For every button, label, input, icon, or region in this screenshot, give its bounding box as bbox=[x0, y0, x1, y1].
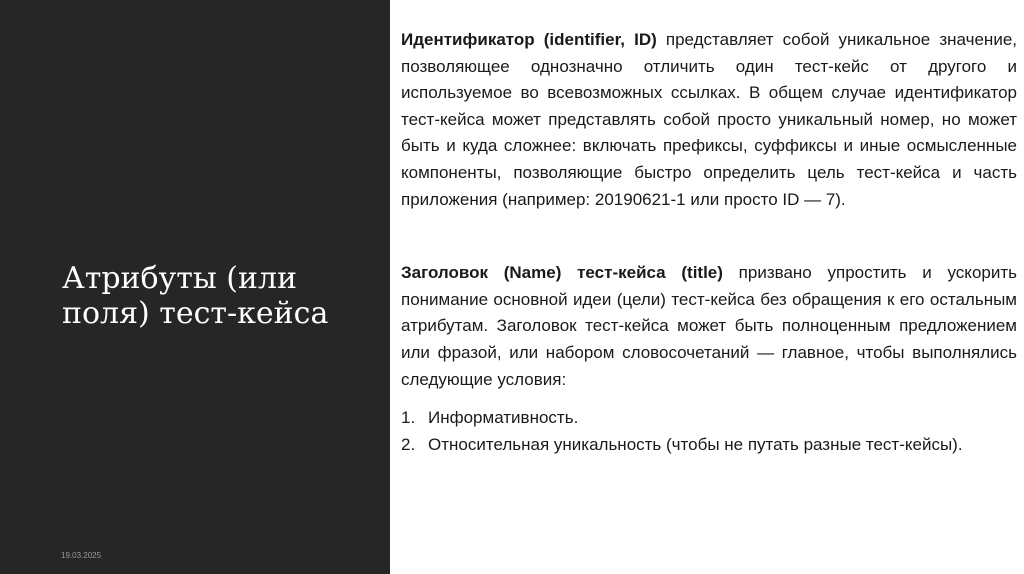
title-panel bbox=[0, 0, 390, 574]
paragraph-identifier bbox=[401, 27, 1017, 213]
term-title: Заголовок (Name) тест-кейса (title) bbox=[401, 263, 723, 283]
slide-date: 19.03.2025 bbox=[61, 551, 102, 560]
paragraph-title bbox=[401, 260, 1017, 393]
list-item-number: 2. bbox=[401, 434, 416, 454]
list-item bbox=[401, 405, 1017, 432]
content-panel bbox=[401, 27, 1017, 458]
conditions-list bbox=[401, 405, 1017, 458]
term-identifier: Идентификатор (identifier, ID) bbox=[401, 30, 657, 49]
list-item bbox=[401, 432, 1017, 459]
list-item-number: 1. bbox=[401, 408, 416, 428]
list-item-text: Информативность. bbox=[428, 408, 579, 428]
paragraph-identifier-text: представляет собой уникальное значение, позволяющее однозначно отличить один тест-кейс от другого и используемое во всевозможных ссылках. В общем случае идентификатор тест-кейса может представлять собой просто уникальный номер, но может быть и куда сложнее: включать префиксы, суффиксы и иные осмысленные компоненты, позволяющие быстро определить цель тест-кейса и часть приложения (например: 20190621-1 или просто ID — 7). bbox=[401, 30, 1017, 209]
list-item-text: Относительная уникальность (чтобы не путать разные тест-кейсы). bbox=[428, 434, 963, 454]
paragraph-title-text: призвано упростить и ускорить понимание основной идеи (цели) тест-кейса без обращения к его остальным атрибутам. Заголовок тест-кейса может быть полноценным предложением или фразой, или набором словосочетаний — главное, чтобы выполнялись следующие условия: bbox=[401, 263, 1017, 389]
slide-title: Атрибуты (или поля) тест-кейса bbox=[62, 261, 329, 331]
